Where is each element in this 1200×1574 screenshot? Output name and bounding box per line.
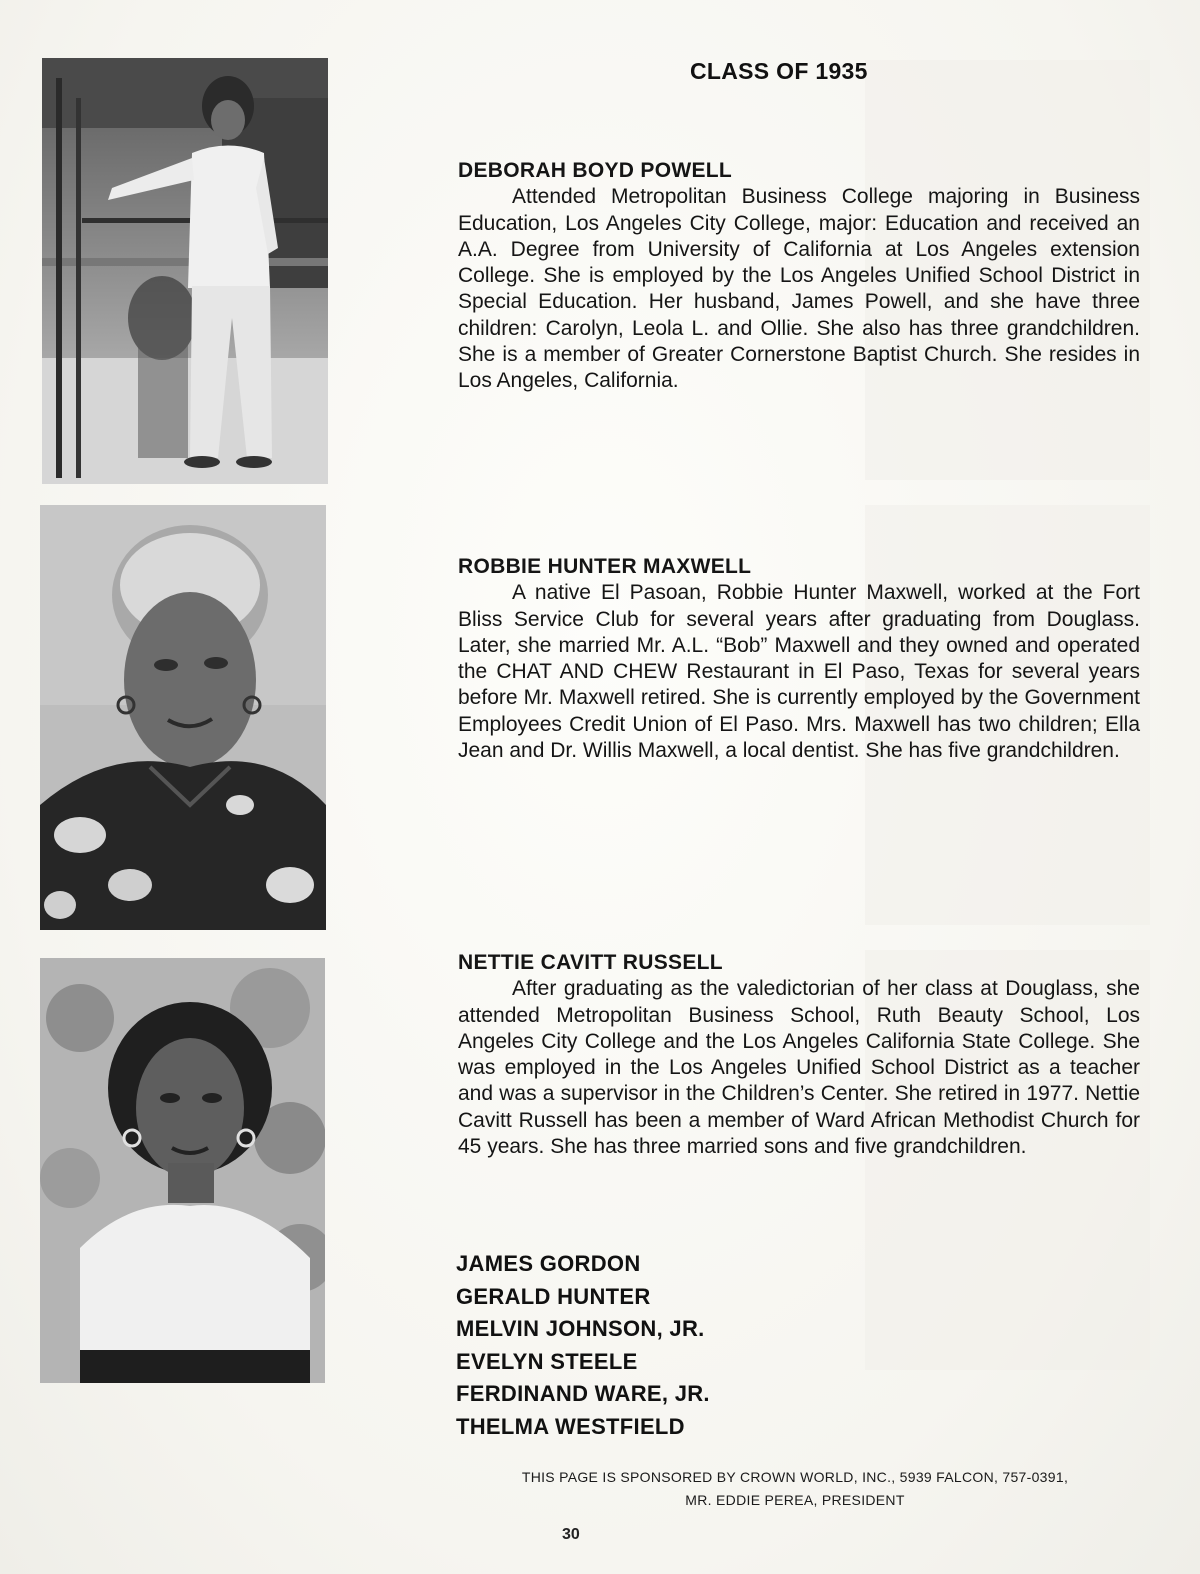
classmate-name: MELVIN JOHNSON, JR. [456,1316,705,1341]
sponsor-line-1: THIS PAGE IS SPONSORED BY CROWN WORLD, INC., 5939 FALCON, 757-0391, [521,1469,1069,1485]
classmate-name: THELMA WESTFIELD [456,1413,685,1439]
profile-name: ROBBIE HUNTER MAXWELL [458,555,752,578]
profile-name: NETTIE CAVITT RUSSELL [458,951,723,974]
classmate-name: EVELYN STEELE [456,1348,638,1374]
profile-nettie-cavitt-russell [458,950,1140,1160]
portrait-photo-robbie-hunter-maxwell [40,505,326,930]
other-classmates-list [456,1248,710,1443]
profile-bio: After graduating as the valedictorian of her class at Douglass, she attended Metropolitan Business School, Ruth Beauty School, Los Angeles City College and the Los Angeles California State College. She was employed in the Los Angeles Unified School District as a teacher and was a supervisor in the Children’s Center. She retired in 1977. Nettie Cavitt Russell has been a member of Ward African Methodist Church for 45 years. She has three married sons and five grandchildren. [458,977,1140,1159]
portrait-photo-deborah-boyd-powell [42,58,328,484]
classmate-name: JAMES GORDON [456,1251,641,1276]
portrait-photo-nettie-cavitt-russell [40,958,325,1383]
sponsor-line-2: MR. EDDIE PEREA, PRESIDENT [685,1492,905,1508]
profile-bio: Attended Metropolitan Business College majoring in Business Education, Los Angeles City College, major: Education and received an A.A. Degree from University of California at Los Angeles extension College. She is employed by the Los Angeles Unified School District in Special Education. Her husband, James Powell, and she have three children: Carolyn, Leola L. and Ollie. She also has three grandchildren. She is a member of Greater Cornerstone Baptist Church. She resides in Los Angeles, California. [458,185,1140,393]
page-number: 30 [562,1526,580,1543]
sponsor-notice [440,1466,1150,1512]
classmate-name: FERDINAND WARE, JR. [456,1381,710,1406]
profile-name: DEBORAH BOYD POWELL [458,159,733,182]
portrait-photo-nettie-image [40,958,325,1383]
portrait-photo-deborah-image [42,58,328,484]
profile-bio: A native El Pasoan, Robbie Hunter Maxwell, worked at the Fort Bliss Service Club for several years after graduating from Douglass. Later, she married Mr. A.L. “Bob” Maxwell and they owned and operated the CHAT AND CHEW Restaurant in El Paso, Texas for several years before Mr. Maxwell retired. She is currently employed by the Government Employees Credit Union of El Paso. Mrs. Maxwell has two children; Ella Jean and Dr. Willis Maxwell, a local dentist. She has five grandchildren. [458,581,1140,763]
profile-robbie-hunter-maxwell [458,554,1140,764]
class-title: CLASS OF 1935 [690,58,868,84]
profile-deborah-boyd-powell [458,158,1140,395]
classmate-name: GERALD HUNTER [456,1283,651,1309]
portrait-photo-robbie-image [40,505,326,930]
